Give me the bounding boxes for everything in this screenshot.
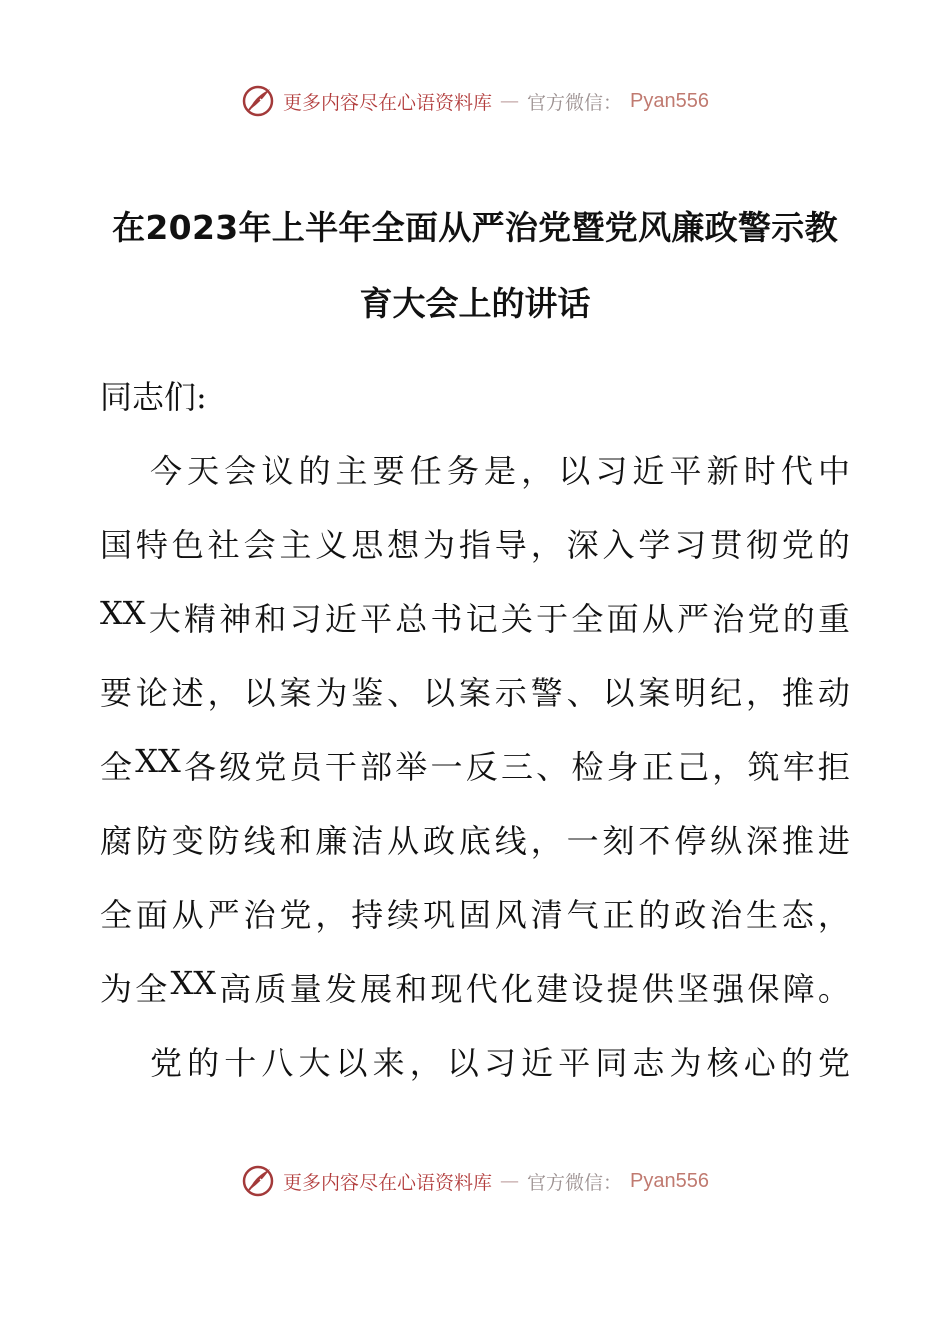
document-title-line-2: 育大会上的讲话 xyxy=(359,284,591,323)
body-line: 全 XX 各 级 党 员 干 部 举 一 反 三 、 检 身 正 己 ， 筑 牢 拒 xyxy=(100,742,850,786)
watermark-dash: — xyxy=(500,1170,520,1192)
watermark-wechat-id: Pyan556 xyxy=(630,1169,709,1192)
watermark-wechat-id: Pyan556 xyxy=(630,89,709,112)
document-title-line-1: 在2023年上半年全面从严治党暨党风廉政警示教 xyxy=(112,208,838,247)
quill-circle-icon xyxy=(241,1164,275,1198)
watermark-slogan: 更多内容尽在心语资料库 xyxy=(283,1171,493,1194)
body-line: 国 特 色 社 会 主 义 思 想 为 指 导 ， 深 入 学 习 贯 彻 党 的 xyxy=(100,526,850,564)
watermark-wechat-label: 官方微信： xyxy=(527,91,623,114)
body-line: 为 全 XX 高 质 量 发 展 和 现 代 化 建 设 提 供 坚 强 保 障 。 xyxy=(100,964,850,1008)
watermark-dash: — xyxy=(500,90,520,112)
quill-circle-icon xyxy=(241,84,275,118)
body-line: 今 天 会 议 的 主 要 任 务 是 ， 以 习 近 平 新 时 代 中 xyxy=(150,452,850,490)
watermark-wechat-label: 官方微信： xyxy=(527,1171,623,1194)
watermark-header xyxy=(0,84,950,118)
body-line: 党 的 十 八 大 以 来 ， 以 习 近 平 同 志 为 核 心 的 党 xyxy=(150,1044,850,1082)
body-line: 要 论 述 ， 以 案 为 鉴 、 以 案 示 警 、 以 案 明 纪 ， 推 动 xyxy=(100,674,850,712)
watermark-footer xyxy=(0,1164,950,1198)
greeting: 同志们: xyxy=(100,378,207,416)
watermark-slogan: 更多内容尽在心语资料库 xyxy=(283,91,493,114)
body-line: 全 面 从 严 治 党 ， 持 续 巩 固 风 清 气 正 的 政 治 生 态 ， xyxy=(100,896,850,934)
body-line: 腐 防 变 防 线 和 廉 洁 从 政 底 线 ， 一 刻 不 停 纵 深 推 进 xyxy=(100,822,850,860)
body-line: XX 大 精 神 和 习 近 平 总 书 记 关 于 全 面 从 严 治 党 的 重 xyxy=(100,594,850,638)
